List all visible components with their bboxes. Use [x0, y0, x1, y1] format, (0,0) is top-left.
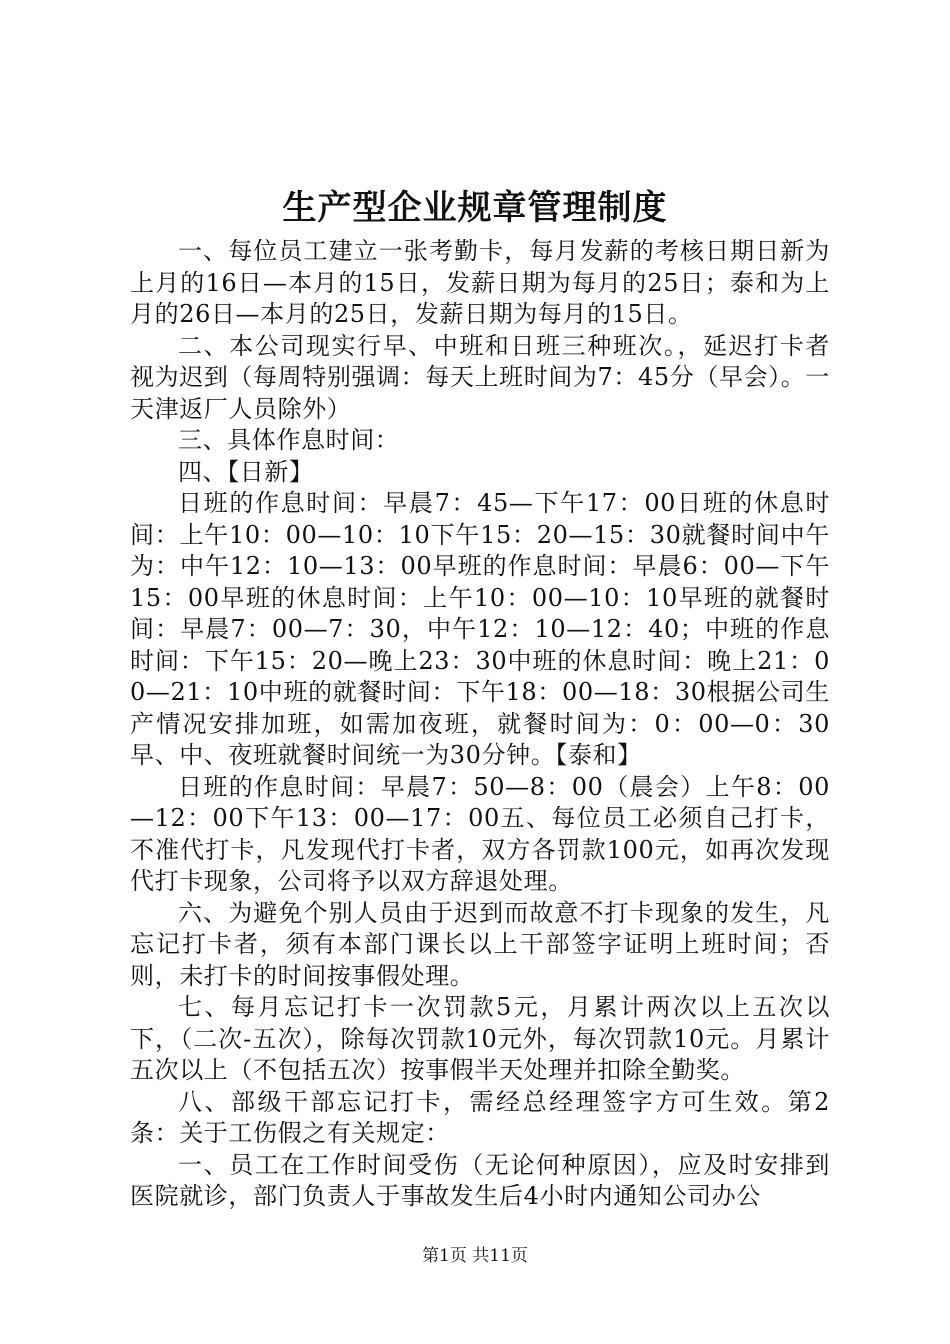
page-footer: 第1页 共11页	[422, 1246, 528, 1266]
paragraph: 二、本公司现实行早、中班和日班三种班次。，延迟打卡者视为迟到（每周特别强调：每天上班时间为7：45分（早会）。一天津返厂人员除外）	[130, 331, 830, 423]
paragraph: 六、为避免个别人员由于迟到而故意不打卡现象的发生，凡忘记打卡者，须有本部门课长以上干部签字证明上班时间；否则，未打卡的时间按事假处理。	[130, 898, 830, 990]
paragraph: 一、每位员工建立一张考勤卡，每月发薪的考核日期日新为上月的16日—本月的15日，发薪日期为每月的25日；泰和为上月的26日—本月的25日，发薪日期为每月的15日。	[130, 237, 830, 328]
paragraph: 日班的作息时间：早晨7：50—8：00（晨会）上午8：00—12：00下午13：00—17：00五、每位员工必须自己打卡，不准代打卡，凡发现代打卡者，双方各罚款100元，如再次发现代打卡现象，公司将予以双方辞退处理。	[130, 772, 830, 895]
paragraph: 三、具体作息时间：	[178, 426, 400, 454]
document-title: 生产型企业规章管理制度	[282, 188, 668, 228]
paragraph: 日班的作息时间：早晨7：45—下午17：00日班的休息时间：上午10：00—10：10下午15：20—15：30就餐时间中午为：中午12：10—13：00早班的作息时间：早晨6：00—下午15：00早班的休息时间：上午10：00—10：10早班的就餐时间：早晨7：00—7：30，中午12：10—12：40；中班的作息时间：下午15：20—晚上23：30中班的休息时间：晚上21：00—21：10中班的就餐时间：下午18：00—18：30根据公司生产情况安排加班，如需加夜班，就餐时间为：0：00—0：30早、中、夜班就餐时间统一为30分钟。【泰和】	[130, 489, 830, 769]
paragraph: 一、员工在工作时间受伤（无论何种原因），应及时安排到医院就诊，部门负责人于事故发生后4小时内通知公司办公	[130, 1150, 830, 1210]
paragraph: 八、部级干部忘记打卡，需经总经理签字方可生效。第2条：关于工伤假之有关规定：	[130, 1087, 830, 1147]
paragraph: 四、【日新】	[178, 457, 314, 486]
paragraph: 七、每月忘记打卡一次罚款5元，月累计两次以上五次以下，（二次-五次），除每次罚款10元外，每次罚款10元。月累计五次以上（不包括五次）按事假半天处理并扣除全勤奖。	[130, 993, 830, 1084]
document-body	[130, 236, 830, 1213]
